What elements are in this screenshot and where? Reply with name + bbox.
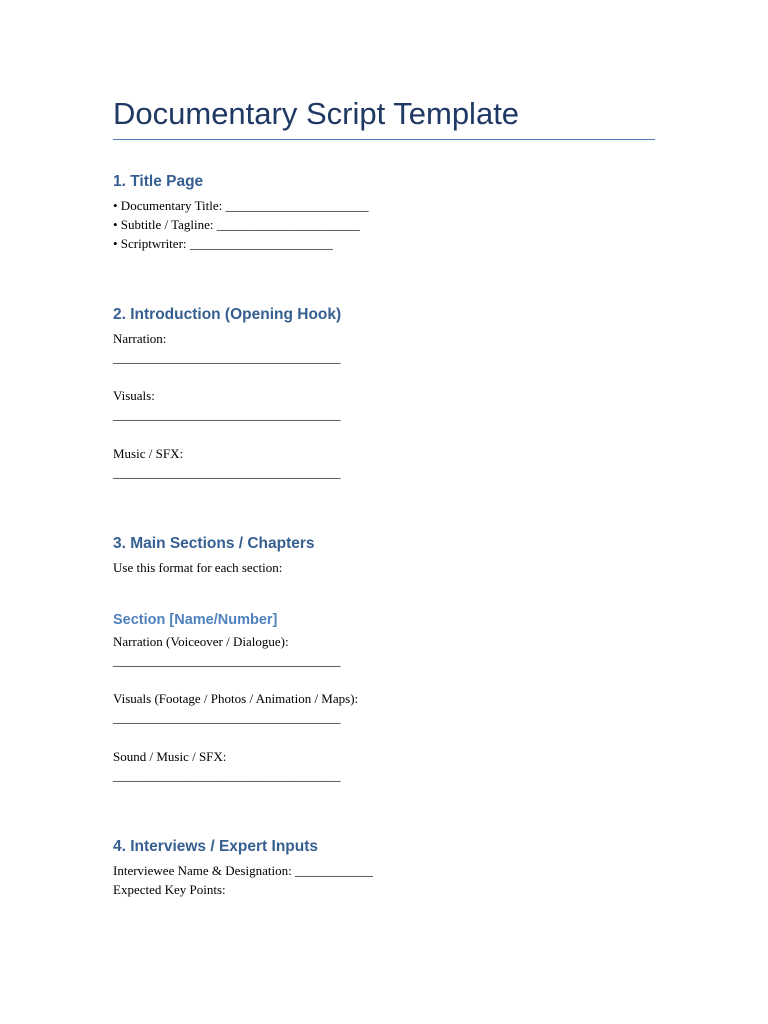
blank-line-narration: ___________________________________ (113, 350, 341, 365)
blank-line-visuals: ___________________________________ (113, 407, 341, 422)
label-music-sfx: Music / SFX: (113, 446, 184, 461)
label-section-sound: Sound / Music / SFX: (113, 749, 227, 764)
document-title: Documentary Script Template (113, 96, 520, 131)
heading-title-page: 1. Title Page (113, 173, 204, 190)
instruction-text: Use this format for each section: (113, 560, 283, 575)
field-interviewee-name: Interviewee Name & Designation: ____________ (113, 863, 373, 878)
field-subtitle-tagline: • Subtitle / Tagline: ______________________ (113, 217, 360, 232)
blank-line-music-sfx: ___________________________________ (113, 465, 341, 480)
label-expected-key-points: Expected Key Points: (113, 882, 226, 897)
heading-main-sections: 3. Main Sections / Chapters (113, 535, 315, 552)
blank-line-section-narration: ___________________________________ (113, 653, 341, 668)
subheading-section-name: Section [Name/Number] (113, 612, 278, 628)
heading-introduction: 2. Introduction (Opening Hook) (113, 306, 342, 323)
label-section-visuals: Visuals (Footage / Photos / Animation / Maps): (113, 691, 359, 706)
blank-line-section-visuals: ___________________________________ (113, 710, 341, 725)
label-section-narration: Narration (Voiceover / Dialogue): (113, 634, 289, 649)
heading-interviews: 4. Interviews / Expert Inputs (113, 838, 319, 855)
label-visuals: Visuals: (113, 388, 155, 403)
field-scriptwriter: • Scriptwriter: ______________________ (113, 236, 333, 251)
field-documentary-title: • Documentary Title: ______________________ (113, 198, 369, 213)
label-narration: Narration: (113, 331, 167, 346)
title-underline (113, 139, 655, 140)
blank-line-section-sound: ___________________________________ (113, 768, 341, 783)
